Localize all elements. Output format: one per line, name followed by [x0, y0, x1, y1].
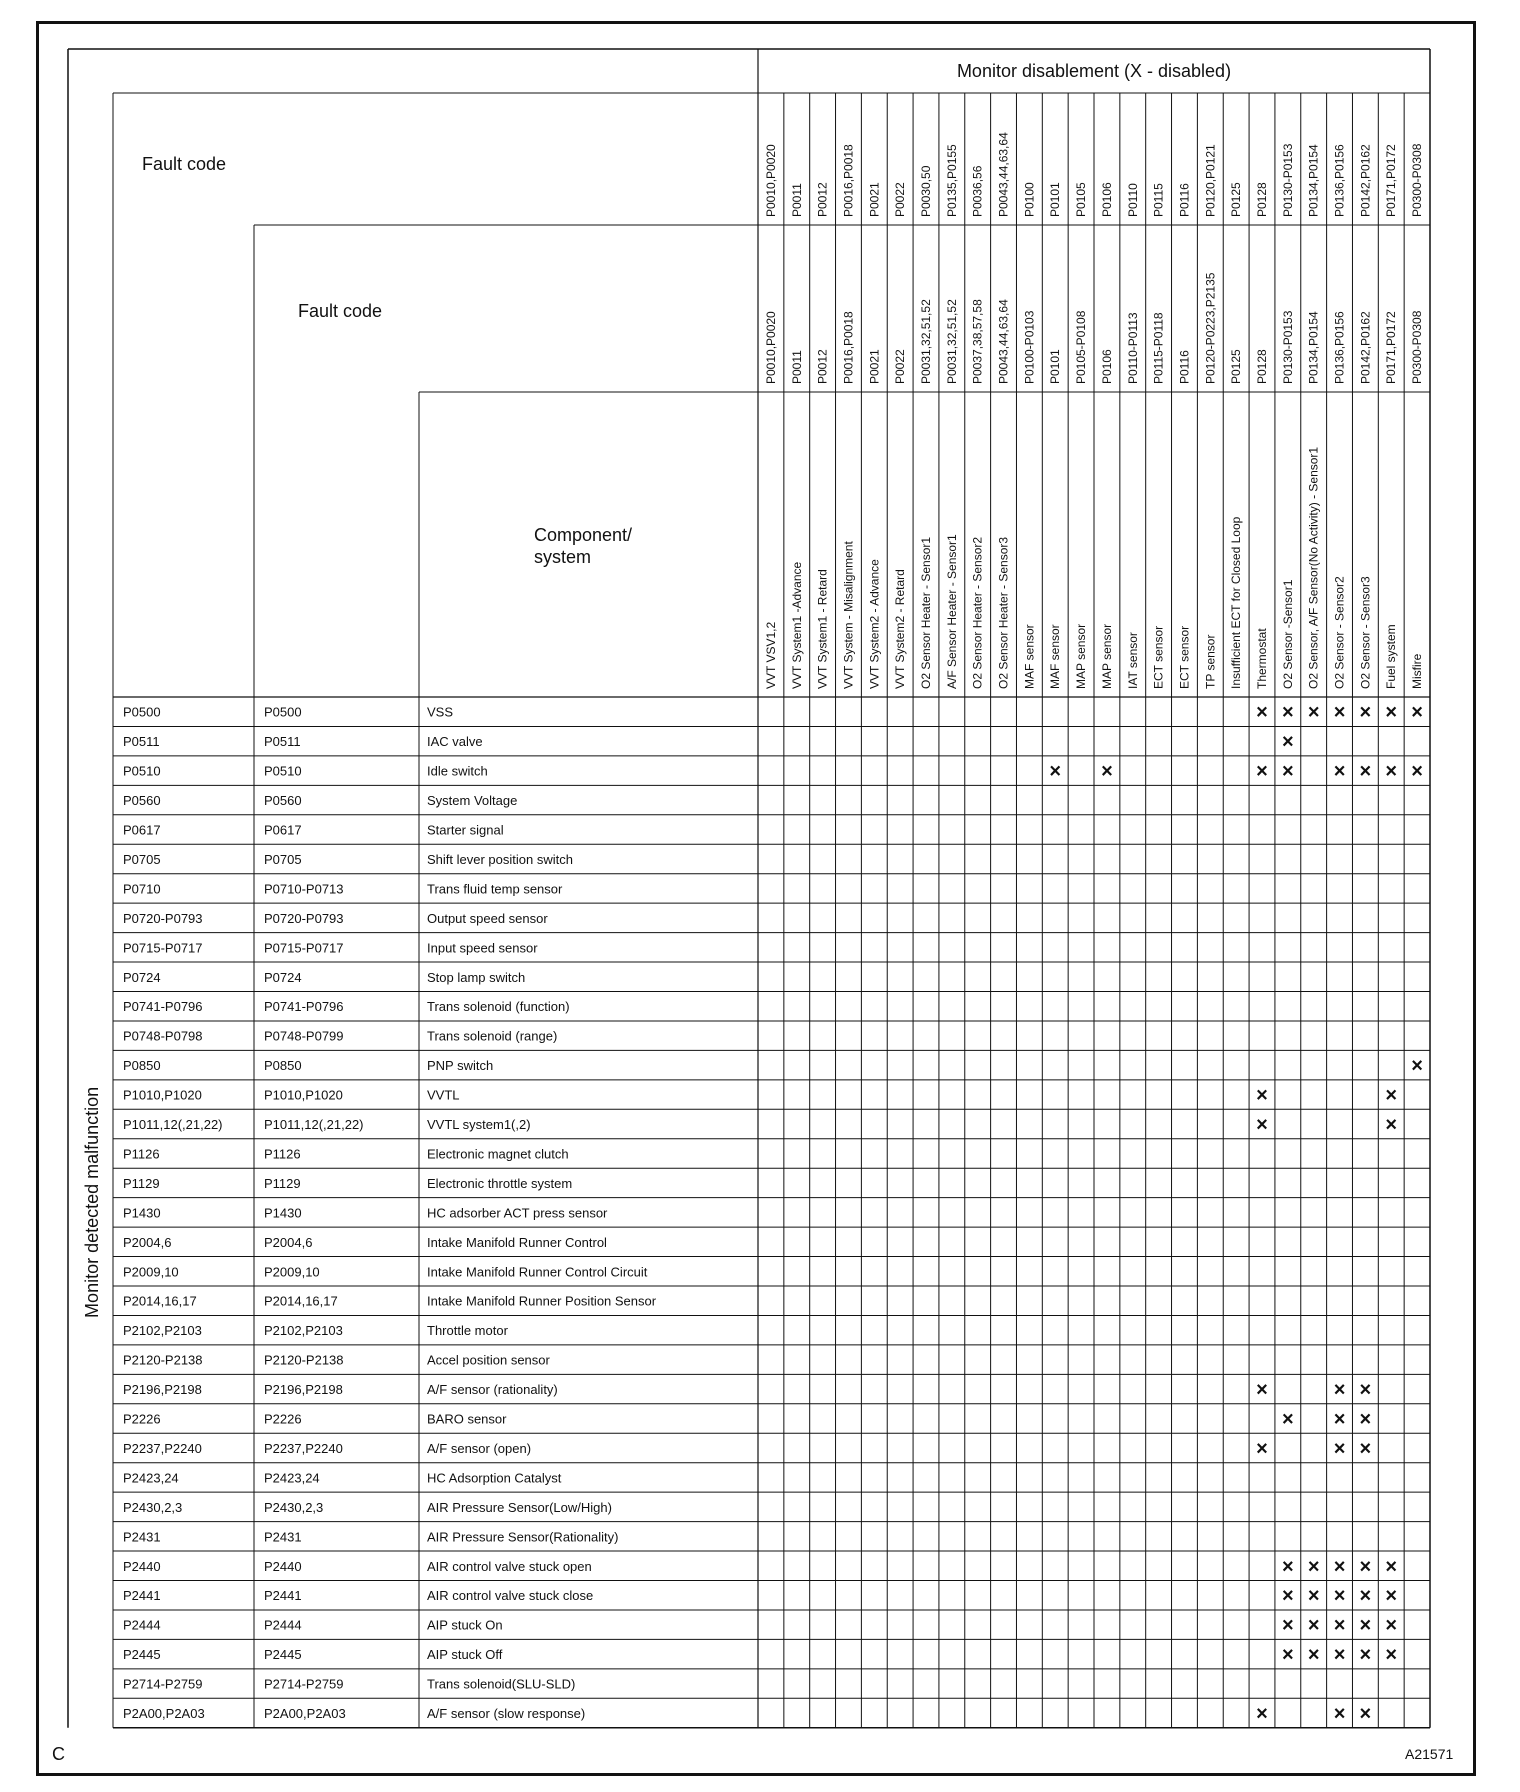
row-fault-code-2: P2009,10 — [264, 1264, 320, 1280]
column-code-2: P0016,P0018 — [841, 311, 856, 384]
row-fault-code-1: P0850 — [123, 1058, 161, 1074]
disabled-mark: × — [1359, 1585, 1372, 1608]
row-fault-code-2: P2445 — [264, 1647, 302, 1663]
row-fault-code-2: P2430,2,3 — [264, 1499, 324, 1515]
row-fault-code-1: P0741-P0796 — [123, 999, 203, 1015]
row-fault-code-2: P0715-P0717 — [264, 940, 344, 956]
row-fault-code-2: P0500 — [264, 704, 302, 720]
disabled-mark: × — [1411, 1055, 1423, 1078]
column-component-name: A/F Sensor Heater - Sensor1 — [944, 534, 959, 689]
disabled-mark: × — [1333, 1379, 1346, 1402]
column-component-name: MAF sensor — [1048, 624, 1063, 689]
disabled-mark: × — [1333, 1555, 1346, 1578]
disabled-mark: × — [1307, 1614, 1320, 1637]
disabled-mark: × — [1385, 1614, 1398, 1637]
row-component-name: VVTL — [427, 1087, 460, 1103]
disabled-mark: × — [1359, 1644, 1372, 1667]
row-fault-code-1: P2237,P2240 — [123, 1440, 202, 1456]
column-code-2: P0105-P0108 — [1074, 310, 1089, 384]
column-code-2: P0136,P0156 — [1332, 311, 1347, 384]
column-component-name: Fuel system — [1384, 624, 1399, 689]
column-code-2: P0130-P0153 — [1280, 310, 1295, 384]
row-fault-code-1: P2440 — [123, 1558, 161, 1574]
disabled-mark: × — [1333, 1614, 1346, 1637]
row-fault-code-1: P2441 — [123, 1588, 161, 1604]
figure-id: A21571 — [1405, 1746, 1454, 1762]
row-component-name: Electronic throttle system — [427, 1175, 573, 1191]
column-component-name: O2 Sensor -Sensor1 — [1280, 579, 1295, 689]
column-code-1: P0130-P0153 — [1280, 143, 1295, 217]
disabled-mark: × — [1282, 701, 1294, 724]
row-fault-code-1: P2423,24 — [123, 1470, 179, 1486]
row-fault-code-2: P2444 — [264, 1617, 302, 1633]
column-code-1: P0135,P0155 — [944, 144, 959, 217]
row-fault-code-2: P0850 — [264, 1058, 302, 1074]
row-component-name: VVTL system1(,2) — [427, 1117, 531, 1133]
row-fault-code-1: P0720-P0793 — [123, 910, 203, 926]
column-code-1: P0022 — [893, 182, 908, 217]
disabled-mark: × — [1385, 1114, 1398, 1137]
row-fault-code-1: P2431 — [123, 1529, 161, 1545]
disabled-mark: × — [1282, 1614, 1294, 1637]
row-component-name: A/F sensor (rationality) — [427, 1382, 558, 1398]
row-fault-code-1: P2714-P2759 — [123, 1676, 203, 1692]
row-fault-code-1: P0560 — [123, 793, 161, 809]
column-code-2: P0011 — [789, 350, 804, 384]
row-component-name: AIP stuck On — [427, 1617, 503, 1633]
row-component-name: Stop lamp switch — [427, 969, 526, 985]
row-fault-code-2: P2014,16,17 — [264, 1293, 338, 1309]
column-code-1: P0136,P0156 — [1332, 144, 1347, 217]
row-component-name: AIR Pressure Sensor(Low/High) — [427, 1499, 612, 1515]
row-component-name: AIR control valve stuck open — [427, 1558, 592, 1574]
column-code-2: P0128 — [1255, 349, 1269, 384]
disabled-mark: × — [1411, 701, 1423, 724]
column-code-1: P0012 — [815, 182, 830, 217]
row-component-name: HC Adsorption Catalyst — [427, 1470, 562, 1486]
row-component-name: System Voltage — [427, 793, 518, 809]
row-fault-code-1: P1430 — [123, 1205, 161, 1221]
row-fault-code-2: P1011,12(,21,22) — [264, 1117, 364, 1133]
column-code-2: P0116 — [1177, 350, 1192, 384]
disabled-mark: × — [1359, 760, 1372, 783]
row-fault-code-1: P0705 — [123, 851, 161, 867]
disabled-mark: × — [1307, 1644, 1320, 1667]
row-fault-code-1: P2120-P2138 — [123, 1352, 203, 1368]
row-fault-code-2: P2004,6 — [264, 1234, 313, 1250]
column-code-2: P0101 — [1048, 349, 1063, 384]
disabled-mark: × — [1385, 1084, 1398, 1107]
row-fault-code-1: P2196,P2198 — [123, 1382, 202, 1398]
column-code-2: P0031,32,51,52 — [944, 299, 959, 384]
column-component-name: O2 Sensor - Sensor2 — [1332, 576, 1347, 689]
column-component-name: VVT VSV1,2 — [763, 621, 778, 689]
row-fault-code-2: P2423,24 — [264, 1470, 320, 1486]
row-fault-code-1: P0500 — [123, 704, 161, 720]
corner-letter: C — [52, 1744, 65, 1764]
row-component-name: Intake Manifold Runner Control Circuit — [427, 1264, 648, 1280]
column-code-1: P0016,P0018 — [841, 144, 856, 217]
row-component-name: A/F sensor (open) — [427, 1440, 532, 1456]
disabled-mark: × — [1307, 1555, 1320, 1578]
row-component-name: IAC valve — [427, 734, 483, 750]
row-fault-code-2: P2226 — [264, 1411, 302, 1427]
row-component-name: Trans solenoid(SLU-SLD) — [427, 1676, 576, 1692]
column-code-2: P0171,P0172 — [1384, 311, 1399, 384]
disabled-mark: × — [1333, 1644, 1346, 1667]
disabled-mark: × — [1359, 1437, 1372, 1460]
column-component-name: VVT System2 - Retard — [893, 569, 908, 689]
column-code-2: P0120-P0223,P2135 — [1203, 272, 1218, 384]
row-fault-code-2: P0511 — [264, 734, 301, 750]
row-fault-code-2: P1126 — [264, 1146, 301, 1162]
column-component-name: VVT System - Misalignment — [841, 541, 856, 689]
column-code-2: P0012 — [815, 349, 830, 384]
disabled-mark: × — [1359, 1408, 1372, 1431]
disabled-mark: × — [1256, 701, 1268, 724]
row-fault-code-2: P1430 — [264, 1205, 302, 1221]
fault-code-label-2: Fault code — [298, 301, 383, 321]
row-component-name: Trans solenoid (range) — [427, 1028, 558, 1044]
column-code-1: P0030,50 — [919, 165, 933, 217]
column-code-1: P0043,44,63,64 — [996, 132, 1011, 217]
disabled-mark: × — [1282, 1644, 1294, 1667]
row-fault-code-1: P2430,2,3 — [123, 1499, 183, 1515]
row-fault-code-2: P0560 — [264, 793, 302, 809]
disabled-mark: × — [1256, 1379, 1268, 1402]
column-component-name: VVT System1 - Retard — [815, 569, 830, 689]
column-component-name: MAP sensor — [1099, 623, 1114, 689]
row-fault-code-1: P2445 — [123, 1647, 161, 1663]
disabled-mark: × — [1282, 760, 1294, 783]
row-component-name: A/F sensor (slow response) — [427, 1706, 586, 1722]
disabled-mark: × — [1411, 760, 1423, 783]
row-fault-code-1: P0511 — [123, 734, 160, 750]
column-code-1: P0116 — [1177, 183, 1192, 217]
disabled-mark: × — [1333, 1585, 1346, 1608]
column-code-1: P0105 — [1074, 182, 1089, 217]
column-code-1: P0036,56 — [970, 165, 985, 217]
row-fault-code-2: P0705 — [264, 851, 302, 867]
row-fault-code-1: P0715-P0717 — [123, 940, 203, 956]
disabled-mark: × — [1385, 1585, 1398, 1608]
row-fault-code-1: P2014,16,17 — [123, 1293, 197, 1309]
row-fault-code-2: P2102,P2103 — [264, 1323, 343, 1339]
row-fault-code-2: P0710-P0713 — [264, 881, 344, 897]
row-component-name: AIR control valve stuck close — [427, 1588, 594, 1604]
column-code-2: P0022 — [893, 349, 908, 384]
column-code-1: P0110 — [1125, 183, 1140, 217]
disabled-mark: × — [1282, 1555, 1294, 1578]
column-code-1: P0125 — [1229, 182, 1244, 217]
disabled-mark: × — [1359, 1379, 1372, 1402]
disabled-mark: × — [1333, 701, 1346, 724]
column-component-name: O2 Sensor Heater - Sensor2 — [970, 536, 985, 689]
row-fault-code-2: P2A00,P2A03 — [264, 1706, 346, 1722]
column-component-name: Misfire — [1410, 653, 1425, 689]
column-code-2: P0021 — [867, 349, 882, 384]
row-fault-code-2: P2714-P2759 — [264, 1676, 344, 1692]
row-fault-code-2: P0724 — [264, 969, 302, 985]
row-fault-code-1: P1011,12(,21,22) — [123, 1117, 223, 1133]
row-fault-code-1: P2009,10 — [123, 1264, 179, 1280]
column-code-2: P0031,32,51,52 — [919, 299, 933, 384]
row-fault-code-1: P1010,P1020 — [123, 1087, 202, 1103]
column-component-name: IAT sensor — [1125, 632, 1140, 689]
column-code-1: P0010,P0020 — [763, 144, 778, 217]
row-fault-code-2: P0617 — [264, 822, 302, 838]
row-component-name: Accel position sensor — [427, 1352, 550, 1368]
column-component-name: ECT sensor — [1151, 625, 1166, 689]
column-code-2: P0043,44,63,64 — [996, 299, 1011, 384]
disabled-mark: × — [1256, 1437, 1268, 1460]
disabled-mark: × — [1256, 1084, 1268, 1107]
row-component-name: Starter signal — [427, 822, 504, 838]
column-code-2: P0037,38,57,58 — [970, 299, 985, 384]
row-fault-code-1: P2102,P2103 — [123, 1323, 202, 1339]
column-code-1: P0011 — [789, 183, 804, 217]
row-fault-code-2: P2120-P2138 — [264, 1352, 344, 1368]
row-fault-code-2: P0748-P0799 — [264, 1028, 344, 1044]
row-component-name: Input speed sensor — [427, 940, 538, 956]
column-code-2: P0300-P0308 — [1410, 310, 1425, 384]
disabled-mark: × — [1282, 1408, 1294, 1431]
column-code-1: P0171,P0172 — [1384, 144, 1399, 217]
column-code-1: P0128 — [1255, 182, 1269, 217]
row-fault-code-1: P2004,6 — [123, 1234, 172, 1250]
column-component-name: MAF sensor — [1022, 624, 1037, 689]
row-fault-code-2: P2196,P2198 — [264, 1382, 343, 1398]
disabled-mark: × — [1333, 1703, 1346, 1726]
disabled-mark: × — [1282, 1585, 1294, 1608]
row-fault-code-2: P2440 — [264, 1558, 302, 1574]
row-component-name: Trans fluid temp sensor — [427, 881, 563, 897]
row-component-name: Idle switch — [427, 763, 488, 779]
row-fault-code-2: P2237,P2240 — [264, 1440, 343, 1456]
row-component-name: Throttle motor — [427, 1323, 508, 1339]
row-fault-code-1: P0710 — [123, 881, 161, 897]
column-code-2: P0115-P0118 — [1151, 312, 1166, 384]
column-code-1: P0100 — [1022, 182, 1037, 217]
row-fault-code-1: P0748-P0798 — [123, 1028, 203, 1044]
row-fault-code-2: P1010,P1020 — [264, 1087, 343, 1103]
disabled-mark: × — [1359, 1555, 1372, 1578]
row-fault-code-1: P0724 — [123, 969, 161, 985]
column-component-name: VVT System2 - Advance — [867, 559, 882, 689]
column-component-name: TP sensor — [1203, 634, 1218, 689]
column-component-name: ECT sensor — [1177, 625, 1192, 689]
row-component-name: Shift lever position switch — [427, 851, 573, 867]
fault-code-label-1: Fault code — [142, 154, 227, 174]
side-label: Monitor detected malfunction — [82, 1086, 102, 1318]
disabled-mark: × — [1049, 760, 1062, 783]
column-code-1: P0101 — [1048, 182, 1063, 217]
disabled-mark: × — [1385, 1555, 1398, 1578]
monitor-disablement-title: Monitor disablement (X - disabled) — [956, 61, 1232, 81]
disabled-mark: × — [1101, 760, 1113, 783]
disabled-mark: × — [1333, 1408, 1346, 1431]
column-code-2: P0125 — [1229, 349, 1244, 384]
row-component-name: Trans solenoid (function) — [427, 999, 570, 1015]
disabled-mark: × — [1359, 701, 1372, 724]
row-fault-code-2: P0720-P0793 — [264, 910, 344, 926]
row-component-name: AIP stuck Off — [427, 1647, 503, 1663]
column-code-1: P0300-P0308 — [1410, 143, 1425, 217]
row-component-name: BARO sensor — [427, 1411, 507, 1427]
disabled-mark: × — [1256, 760, 1268, 783]
row-fault-code-1: P2A00,P2A03 — [123, 1706, 205, 1722]
disabled-mark: × — [1256, 1114, 1268, 1137]
disabled-mark: × — [1385, 1644, 1398, 1667]
row-fault-code-2: P2441 — [264, 1588, 302, 1604]
column-code-2: P0100-P0103 — [1022, 310, 1037, 384]
column-code-1: P0106 — [1099, 182, 1114, 217]
disabled-mark: × — [1307, 701, 1320, 724]
disabled-mark: × — [1385, 760, 1398, 783]
row-component-name: Electronic magnet clutch — [427, 1146, 569, 1162]
row-fault-code-2: P2431 — [264, 1529, 302, 1545]
column-component-name: O2 Sensor, A/F Sensor(No Activity) - Sensor1 — [1306, 446, 1321, 689]
disabled-mark: × — [1307, 1585, 1320, 1608]
disabled-mark: × — [1333, 1437, 1346, 1460]
row-fault-code-1: P1126 — [123, 1146, 160, 1162]
row-fault-code-2: P0741-P0796 — [264, 999, 344, 1015]
column-code-2: P0106 — [1099, 349, 1114, 384]
column-code-1: P0120,P0121 — [1203, 144, 1218, 217]
row-component-name: PNP switch — [427, 1058, 494, 1074]
column-code-2: P0010,P0020 — [763, 311, 778, 384]
column-component-name: MAP sensor — [1074, 623, 1089, 689]
disabled-mark: × — [1359, 1614, 1372, 1637]
disabled-mark: × — [1385, 701, 1398, 724]
column-component-name: O2 Sensor Heater - Sensor3 — [996, 536, 1011, 689]
column-component-name: O2 Sensor Heater - Sensor1 — [919, 536, 933, 689]
column-component-name: VVT System1 -Advance — [789, 561, 804, 689]
disabled-mark: × — [1333, 760, 1346, 783]
row-component-name: Intake Manifold Runner Control — [427, 1234, 607, 1250]
row-fault-code-1: P1129 — [123, 1175, 160, 1191]
component-label-line1: Component/ — [534, 525, 633, 545]
row-component-name: AIR Pressure Sensor(Rationality) — [427, 1529, 619, 1545]
row-fault-code-1: P0617 — [123, 822, 161, 838]
column-component-name: Thermostat — [1255, 628, 1269, 689]
row-fault-code-1: P2444 — [123, 1617, 161, 1633]
row-fault-code-2: P1129 — [264, 1175, 301, 1191]
column-component-name: Insufficient ECT for Closed Loop — [1229, 516, 1244, 689]
disabled-mark: × — [1359, 1703, 1372, 1726]
row-component-name: HC adsorber ACT press sensor — [427, 1205, 608, 1221]
column-code-1: P0115 — [1151, 183, 1166, 217]
column-code-2: P0134,P0154 — [1306, 311, 1321, 384]
column-code-2: P0110-P0113 — [1125, 312, 1140, 384]
column-component-name: O2 Sensor - Sensor3 — [1358, 576, 1373, 689]
row-component-name: Intake Manifold Runner Position Sensor — [427, 1293, 657, 1309]
component-label-line2: system — [534, 547, 592, 567]
row-fault-code-2: P0510 — [264, 763, 302, 779]
column-code-2: P0142,P0162 — [1358, 311, 1373, 384]
row-component-name: Output speed sensor — [427, 910, 548, 926]
column-code-1: P0134,P0154 — [1306, 144, 1321, 217]
column-code-1: P0021 — [867, 182, 882, 217]
row-component-name: VSS — [427, 704, 454, 720]
disabled-mark: × — [1256, 1703, 1268, 1726]
column-code-1: P0142,P0162 — [1358, 144, 1373, 217]
row-fault-code-1: P2226 — [123, 1411, 161, 1427]
row-fault-code-1: P0510 — [123, 763, 161, 779]
disabled-mark: × — [1282, 731, 1294, 754]
